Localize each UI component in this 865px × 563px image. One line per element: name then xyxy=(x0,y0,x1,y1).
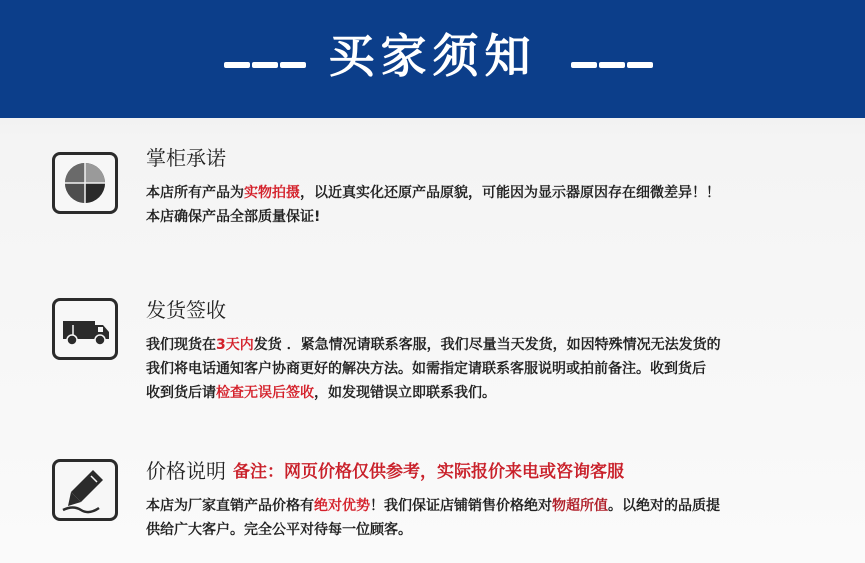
highlight-text: 物超所值 xyxy=(552,498,608,514)
section-line xyxy=(146,182,720,202)
section-title: 发货签收 xyxy=(146,298,226,322)
highlight-text: 绝对优势 xyxy=(314,498,370,514)
line-text: 收到货后请 xyxy=(146,385,216,401)
section-line xyxy=(146,382,496,402)
line-text: 。以绝对的品质提 xyxy=(608,498,720,514)
line-text: 发货 ．紧急情况请联系客服，我们尽量当天发货，如因特殊情况无法发货的 xyxy=(253,337,721,353)
highlight-text: 实物拍摄 xyxy=(244,185,300,201)
line-text: ，如发现错误立即联系我们。 xyxy=(314,385,496,401)
pie-chart-icon xyxy=(52,152,118,214)
section-title: 掌柜承诺 xyxy=(146,146,226,170)
price-note: 备注：网页价格仅供参考，实际报价来电或咨询客服 xyxy=(233,462,624,482)
header-banner xyxy=(0,0,865,118)
line-text: ！我们保证店铺销售价格绝对 xyxy=(370,498,552,514)
line-text: ，以近真实化还原产品原貌，可能因为显示器原因存在细微差异！！ xyxy=(300,185,720,201)
line-text: 本店所有产品为 xyxy=(146,185,244,201)
title-dash-right-1 xyxy=(571,62,597,68)
section-line xyxy=(146,495,720,515)
section-line xyxy=(146,334,721,354)
highlight-text: 3天内 xyxy=(216,337,254,353)
highlight-text: 检查无误后签收 xyxy=(216,385,314,401)
section-line: 供给广大客户。完全公平对待每一位顾客。 xyxy=(146,522,412,538)
line-text: 我们现货在 xyxy=(146,337,216,353)
title-dash-right-2 xyxy=(599,62,625,68)
page-title: 买家须知 xyxy=(328,29,537,83)
section-line: 本店确保产品全部质量保证! xyxy=(146,209,321,225)
pen-icon xyxy=(52,459,118,521)
title-dash-right-3 xyxy=(627,62,653,68)
section-line: 我们将电话通知客户协商更好的解决方法。如需指定请联系客服说明或拍前备注。收到货后 xyxy=(146,361,706,377)
truck-icon xyxy=(52,298,118,360)
section-title: 价格说明 xyxy=(146,459,226,483)
line-text: 本店为厂家直销产品价格有 xyxy=(146,498,314,514)
